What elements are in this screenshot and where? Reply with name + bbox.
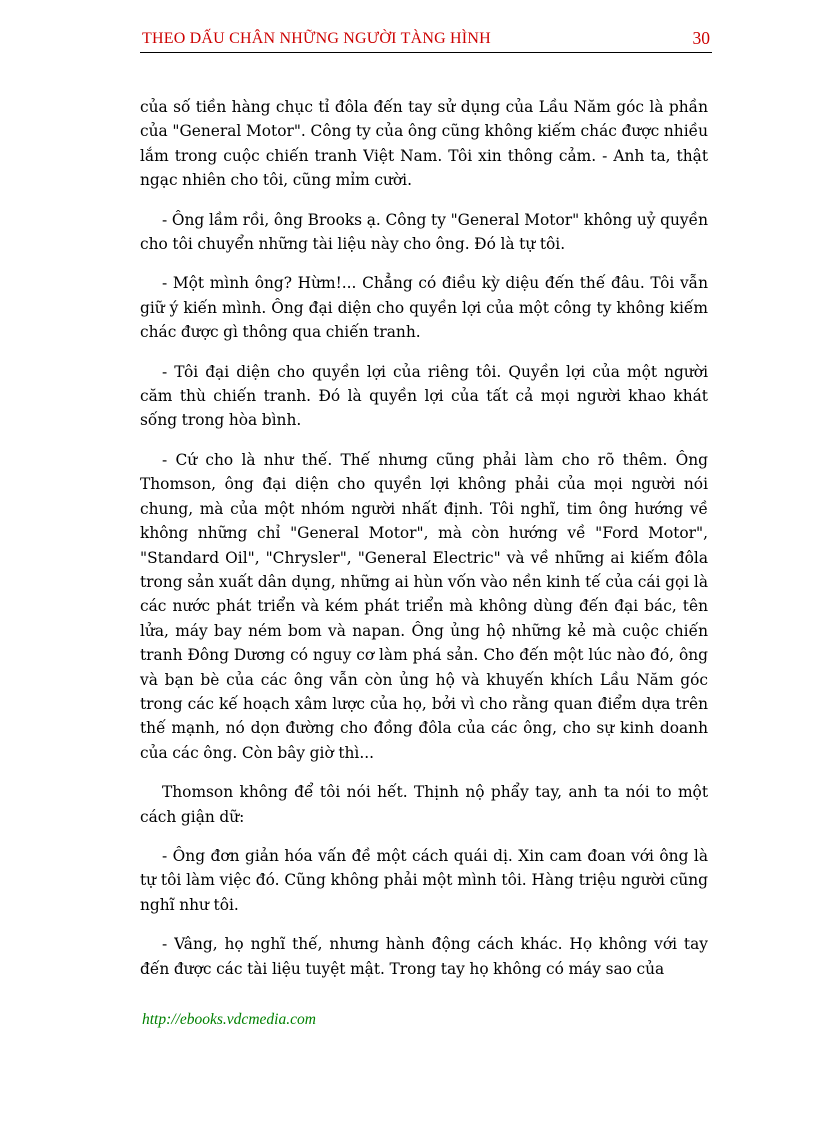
paragraph: - Tôi đại diện cho quyền lợi của riêng tôi. Quyền lợi của một người căm thù chiến tranh. Đó là quyền lợi của tất cả mọi người khao khát sống trong hòa bình.: [140, 362, 708, 430]
footer-url-link[interactable]: http://ebooks.vdcmedia.com: [142, 1011, 316, 1028]
paragraph: - Cứ cho là như thế. Thế nhưng cũng phải làm cho rõ thêm. Ông Thomson, ông đại diện cho quyền lợi không phải của mọi người nói chung, mà của một nhóm người nhất định. Tôi nghĩ, tim ông hướng về không những chỉ "General Motor", mà còn hướng về "Ford Motor", "Standard Oil", "Chrysler", "General Electric" và về những ai kiếm đôla trong sản xuất dân dụng, những ai hùn vốn vào nền kinh tế của cái gọi là các nước phát triển và kém phát triển mà không dùng đến đại bác, tên lửa, máy bay ném bom và napan. Ông ủng hộ những kẻ mà cuộc chiến tranh Đông Dương có nguy cơ làm phá sản. Cho đến một lúc nào đó, ông và bạn bè của các ông vẫn còn ủng hộ và khuyến khích Lầu Năm góc trong các kế hoạch xâm lược của họ, bởi vì cho rằng quan điểm dựa trên thế mạnh, nó dọn đường cho đồng đôla của các ông, cho sự kinh doanh của các ông. Còn bây giờ thì...: [140, 450, 708, 762]
page-body: [140, 95, 708, 996]
page-number: 30: [692, 28, 710, 48]
paragraph: - Ông đơn giản hóa vấn đề một cách quái dị. Xin cam đoan với ông là tự tôi làm việc đó. Cũng không phải một mình tôi. Hàng triệu người cũng nghĩ như tôi.: [140, 846, 708, 914]
book-title: THEO DẤU CHÂN NHỮNG NGƯỜI TÀNG HÌNH: [142, 30, 491, 47]
paragraph: của số tiền hàng chục tỉ đôla đến tay sử dụng của Lầu Năm góc là phần của "General Motor". Công ty của ông cũng không kiếm chác được nhiều lắm trong cuộc chiến tranh Việt Nam. Tôi xin thông cảm. - Anh ta, thật ngạc nhiên cho tôi, cũng mỉm cười.: [140, 98, 708, 190]
page-header: [140, 28, 712, 53]
paragraph: - Một mình ông? Hừm!... Chẳng có điều kỳ diệu đến thế đâu. Tôi vẫn giữ ý kiến mình. Ông đại diện cho quyền lợi của một công ty không kiếm chác được gì thông qua chiến tranh.: [140, 274, 708, 342]
paragraph: - Vâng, họ nghĩ thế, nhưng hành động cách khác. Họ không với tay đến được các tài liệu tuyệt mật. Trong tay họ không có máy sao của: [140, 935, 708, 978]
paragraph: Thomson không để tôi nói hết. Thịnh nộ phẩy tay, anh ta nói to một cách giận dữ:: [140, 783, 708, 826]
paragraph: - Ông lầm rồi, ông Brooks ạ. Công ty "General Motor" không uỷ quyền cho tôi chuyển những tài liệu này cho ông. Đó là tự tôi.: [140, 210, 708, 254]
